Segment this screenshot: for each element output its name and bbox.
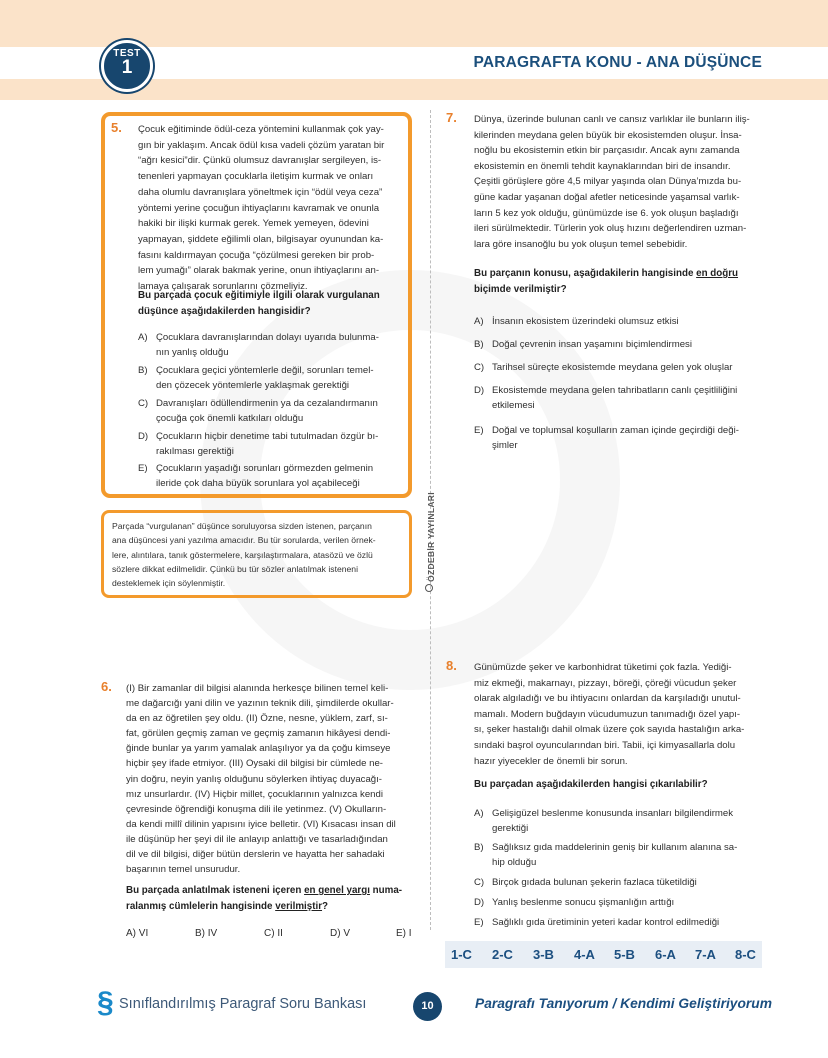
option-text: nın yanlış olduğu [156, 346, 229, 358]
answer-key-item: 6-A [655, 947, 676, 962]
option-text: çocuğa çok önemli katkıları olduğu [156, 412, 304, 424]
question-6-stem [126, 883, 402, 915]
paragraph-line: me dağarcığı yani dilin ve yazının teknik dili, şimdilerde okullar- [126, 698, 394, 710]
tip-line: ana düşüncesi yani yazılma amacıdır. Bu tür sorularda, verilen örnek- [112, 535, 376, 546]
paragraph-line: dil ve dil bilgisi, diğer bütün derslerin ve hayatta her sahadaki [126, 849, 385, 861]
paragraph-line: ğinde bunlar ya yarım yamalak anlaşılıyor ya da çoğu kimseye [126, 743, 391, 755]
paragraph-line: mamalı. Modern buğdayın vücudumuzun tanımadığı özel yapı- [474, 708, 741, 720]
option-letter: E) [474, 917, 484, 928]
option-text: gerektiği [492, 822, 529, 834]
stem-text: ralanmış cümlelerin hangisinde [126, 901, 276, 912]
question-6-option-b[interactable] [195, 928, 217, 939]
tip-line: sözlere dikkat edilmelidir. Çünkü bu tür sözler anlatılmak isteneni [112, 563, 358, 574]
answer-key-item: 5-B [614, 947, 635, 962]
option-letter: D) [138, 431, 149, 442]
question-6-option-e[interactable] [396, 928, 412, 939]
option-letter: D) [474, 897, 485, 908]
option-letter: A) [474, 316, 484, 327]
question-5-stem [138, 288, 380, 320]
paragraph-line: noğlu bu ekosistemin etkin bir parçasıdır. Ancak aynı zamanda [474, 145, 740, 157]
option-letter: C) [474, 877, 485, 888]
option-text: Çocukların yaşadığı sorunları görmezden gelmenin [156, 463, 374, 474]
option-text: etkilemesi [492, 399, 535, 411]
question-5-number: 5. [111, 120, 122, 135]
option-letter: A) [138, 332, 148, 343]
publisher-name: ÖZDEBİR YAYINLARI [426, 492, 436, 582]
stem-emphasis: en genel yargı [304, 885, 370, 896]
test-badge [101, 40, 153, 92]
option-text: Çocuklara davranışlarından dolayı uyarıda bulunma- [156, 332, 379, 343]
paragraph-line: hazır yiyecekler de önemli bir sorun. [474, 755, 628, 767]
option-letter: D) [474, 385, 485, 396]
option-text: V [343, 928, 351, 939]
option-letter: A) [474, 808, 484, 819]
footer-section-title: Paragrafı Tanıyorum / Kendimi Geliştiriyorum [475, 996, 772, 1011]
option-letter: B) [474, 842, 484, 853]
paragraph-line: yöntemi yerine çocuğun ihtiyaçlarını kavramak ve onunla [138, 202, 380, 214]
paragraph-line: ile düşünüp her şeyi dil ile anlayıp anlattığı ve tasarladığından [126, 833, 388, 845]
answer-key-item: 2-C [492, 947, 513, 962]
paragraph-line: yapmayan, şiddete eğilimli olan, bilgisayar oyunundan ka- [138, 233, 384, 245]
option-letter: C) [138, 398, 149, 409]
option-letter: E) [474, 425, 484, 436]
answer-key-item: 7-A [695, 947, 716, 962]
test-label: TEST [113, 48, 141, 59]
paragraph-line: daha olumlu davranışlara yöneltmek için “ödül veya ceza” [138, 186, 383, 198]
stem-text: Bu parçanın konusu, aşağıdakilerin hangisinde [474, 268, 697, 279]
page-title: PARAGRAFTA KONU - ANA DÜŞÜNCE [473, 54, 762, 71]
test-number: 1 [121, 57, 133, 78]
option-letter: A) [126, 928, 136, 939]
paragraph-line: Çocuk eğitiminde ödül-ceza yöntemini kullanmak çok yay- [138, 124, 384, 135]
option-letter: C) [264, 928, 275, 939]
paragraph-line: fasını kaldırmayan çocuğa “çözülmesi gereken bir prob- [138, 249, 375, 261]
paragraph-line: yin doğru, neyin yanlış olduğunu söylerken ihtiyaç duyacağı- [126, 773, 382, 785]
tip-line: Parçada “vurgulanan” düşünce soruluyorsa sizden istenen, parçanın [112, 521, 372, 531]
paragraph-line: da en az öğretilen şey oldu. (II) Özne, nesne, yüklem, zarf, sı- [126, 713, 388, 725]
option-text: şimler [492, 439, 518, 451]
option-text: Çocuklara geçici yöntemlerle değil, sorunları temel- [156, 365, 374, 376]
paragraph-line: ileri sürülmektedir. Türlerin yok oluş hızını değerlendiren uzman- [474, 223, 747, 235]
option-letter: D) [330, 928, 341, 939]
option-text: ileride çok daha büyük sorunlara yol açabileceği [156, 477, 360, 489]
option-text: den çözecek yöntemlerle yaklaşmak gerektiği [156, 379, 350, 391]
option-letter: B) [474, 339, 484, 350]
option-text: I [408, 928, 412, 939]
option-text: Birçok gıdada bulunan şekerin fazlaca tüketildiği [492, 877, 697, 888]
paragraph-line: lara göre insanoğlu bu yok oluşun temel sebebidir. [474, 238, 688, 250]
stem-emphasis: verilmiştir [275, 901, 323, 912]
question-8-number: 8. [446, 658, 457, 673]
option-text: rakılması gerektiği [156, 445, 234, 457]
option-text: Doğal çevrenin insan yaşamını biçimlendirmesi [492, 339, 692, 350]
option-letter: B) [195, 928, 205, 939]
paragraph-line: “ağrı kesici”dir. Çünkü olumsuz davranışlar sergileyen, is- [138, 155, 382, 167]
question-5-paragraph [138, 122, 384, 295]
stem-text: numa- [369, 885, 403, 896]
paragraph-line: güne kadar yaşanan doğal afetler neticesinde yaşamsal varlık- [474, 191, 740, 203]
paragraph-line: başarının temel unsurudur. [126, 864, 241, 876]
paragraph-line: lamaya çalışarak sorunlarını çözmeliyiz. [138, 281, 308, 293]
option-text: Gelişigüzel beslenme konusunda insanları bilgilendirmek [492, 808, 734, 819]
option-text: Ekosistemde meydana gelen tahribatların canlı çeşitliliğini [492, 385, 738, 396]
answer-key-item: 8-C [735, 947, 756, 962]
paragraph-line: gın bir yaklaşım. Ancak ödül kısa vadeli çözüm yaratan bir [138, 139, 385, 151]
page-number: 10 [413, 992, 442, 1021]
paragraph-line: hiçbir şey ifade etmiyor. (III) Oysaki dil bilgisi bir cümlede ne- [126, 758, 383, 770]
stem-text: ? [322, 901, 329, 912]
question-7-stem [474, 266, 738, 298]
stem-text: Bu parçadan aşağıdakilerden hangisi çıkarılabilir? [474, 779, 708, 790]
paragraph-line: çevresinde öğrendiği konuşma dili ile yetinmez. (V) Okulların- [126, 803, 387, 815]
paragraph-line: hakiki bir ilişki kurmak gerek. Yemek yemeyen, ödevini [138, 218, 369, 230]
paragraph-line: olarak algıladığı ve bu ihtiyacını onlardan da karşıladığı unutul- [474, 693, 741, 705]
paragraph-line: ekosistemin en önemli tehdit kaynaklarından biri de insandır. [474, 160, 731, 172]
tip-text [112, 519, 376, 590]
publisher-side-label [423, 484, 437, 594]
option-text: Davranışları ödüllendirmenin ya da cezalandırmanın [156, 398, 378, 409]
option-text: İnsanın ekosistem üzerindeki olumsuz etkisi [492, 316, 679, 327]
publisher-logo-icon [425, 584, 433, 592]
question-6-option-c[interactable] [264, 928, 283, 939]
paragraph-line: (I) Bir zamanlar dil bilgisi alanında herkesçe bilinen temel keli- [126, 683, 389, 694]
answer-key-item: 3-B [533, 947, 554, 962]
option-text: IV [207, 928, 218, 939]
question-8-stem [474, 777, 708, 793]
question-6-option-d[interactable] [330, 928, 350, 939]
answer-key-item: 1-C [451, 947, 472, 962]
paragraph-line: sındaki başrol oyuncularından biri. Tabii, içi kimyasallarla dolu [474, 739, 736, 751]
option-text: Sağlıksız gıda maddelerinin geniş bir kullanım alanına sa- [492, 842, 738, 853]
paragraph-line: sı, şeker hastalığı dahil olmak üzere çok sayıda hastalığın arka- [474, 724, 745, 736]
option-text: Sağlıklı gıda üretiminin yeteri kadar kontrol edilmediği [492, 917, 720, 928]
stem-emphasis: en doğru [696, 268, 739, 279]
question-7-number: 7. [446, 110, 457, 125]
option-letter: E) [396, 928, 406, 939]
paragraph-line: kilerinden meydana gelen büyük bir ekosistemden oluşur. İnsa- [474, 129, 742, 141]
option-text: Yanlış beslenme sonucu şişmanlığın arttığı [492, 897, 675, 908]
option-letter: B) [138, 365, 148, 376]
stem-line: düşünce aşağıdakilerden hangisidir? [138, 306, 311, 317]
stem-text: Bu parçada anlatılmak isteneni içeren [126, 885, 305, 896]
paragraph-line: da kendi millî dilinin yapısını iyice belletir. (VI) Kısacası insan dil [126, 818, 396, 830]
paragraph-line: Günümüzde şeker ve karbonhidrat tüketimi çok fazla. Yediği- [474, 662, 732, 673]
paragraph-line: lem yumağı” olarak bakmak yerine, onun ihtiyaçlarını an- [138, 265, 380, 277]
paragraph-line: miz ekmeği, makarnayı, pizzayı, böreği, çöreği vücudun şeker [474, 677, 737, 689]
question-8-paragraph [474, 660, 744, 769]
paragraph-line: mız unsurlardır. (IV) Hiçbir millet, çocuklarının yalnızca kendi [126, 788, 383, 800]
answer-key-item: 4-A [574, 947, 595, 962]
paragraph-line: Dünya, üzerinde bulunan canlı ve cansız varlıklar ile bunların iliş- [474, 114, 750, 125]
option-text: II [277, 928, 283, 939]
question-7-paragraph [474, 112, 750, 252]
paragraph-line: Çeşitli görüşlere göre 4,5 milyar yaşında olan Dünya’mızda bu- [474, 176, 742, 188]
option-text: Doğal ve toplumsal koşulların zaman içinde geçirdiği deği- [492, 425, 739, 436]
book-logo-icon: § [97, 986, 114, 1019]
tip-line: lere, alıntılara, tanık göstermelere, karşılaştırmalara, atasözü ve özlü [112, 549, 373, 560]
book-title-text: Sınıflandırılmış Paragraf Soru Bankası [119, 996, 367, 1012]
paragraph-line: tenenleri yapmayan çocuklarla iletişim kurmak ve onları [138, 171, 374, 183]
option-text: Çocukların hiçbir denetime tabi tutulmadan özgür bı- [156, 431, 379, 442]
option-letter: C) [474, 362, 485, 373]
question-6-option-a[interactable] [126, 928, 148, 939]
option-text: VI [138, 928, 149, 939]
stem-line: Bu parçada çocuk eğitimiyle ilgili olarak vurgulanan [138, 290, 380, 301]
option-text: hip olduğu [492, 856, 537, 868]
option-text: Tarihsel süreçte ekosistemde meydana gelen yok oluşlar [492, 362, 733, 373]
tip-line: desteklemek için söylenmiştir. [112, 578, 226, 589]
stem-text: biçimde verilmiştir? [474, 284, 567, 295]
question-6-number: 6. [101, 679, 112, 694]
paragraph-line: ların 5 kez yok olduğu, günümüzde ise 6. yok oluşun başladığı [474, 207, 739, 219]
paragraph-line: fat, görülen geçmiş zaman ve geçmiş zamanın hikâyesi dendi- [126, 728, 391, 740]
question-6-paragraph [126, 681, 396, 877]
option-letter: E) [138, 463, 148, 474]
